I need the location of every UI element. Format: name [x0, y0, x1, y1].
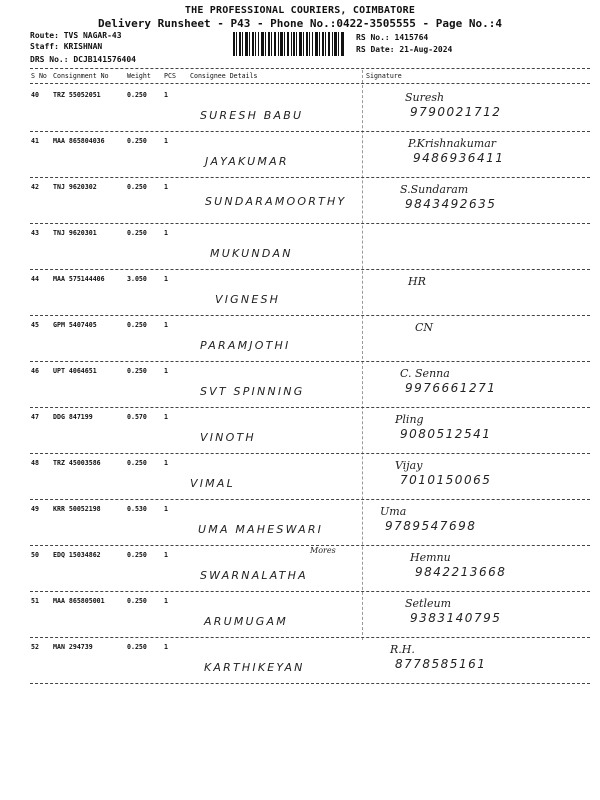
row-pcs: 1 [164, 643, 168, 651]
receiver-signature: Vijay [395, 459, 423, 472]
row-weight: 0.570 [127, 413, 147, 421]
row-pcs: 1 [164, 505, 168, 513]
row-consignment: EDQ 15034862 [53, 551, 101, 559]
row-sno: 50 [31, 551, 39, 559]
consignee-name: VINOTH [200, 431, 256, 444]
consignee-name: SWARNALATHA [200, 569, 308, 582]
table-row [0, 593, 600, 639]
col-weight: Weight [127, 72, 151, 80]
staff-label: Staff: KRISHNAN [30, 42, 103, 51]
row-sno: 45 [31, 321, 39, 329]
consignee-name: JAYAKUMAR [205, 155, 289, 168]
col-sno: S No [31, 72, 47, 80]
row-pcs: 1 [164, 413, 168, 421]
table-row [0, 179, 600, 225]
consignee-name: VIMAL [190, 477, 235, 490]
row-divider [30, 131, 590, 132]
row-consignment: MAA 575144406 [53, 275, 105, 283]
receiver-signature: S.Sundaram [400, 183, 469, 196]
route-label: Route: TVS NAGAR-43 [30, 31, 122, 40]
row-weight: 0.250 [127, 459, 147, 467]
col-consignment: Consignment No [53, 72, 109, 80]
row-divider [30, 407, 590, 408]
row-consignment: TRZ 55052051 [53, 91, 101, 99]
row-divider [30, 269, 590, 270]
table-row [0, 225, 600, 271]
row-divider [30, 683, 590, 684]
row-sno: 46 [31, 367, 39, 375]
table-row [0, 455, 600, 501]
row-consignment: TRZ 45003586 [53, 459, 101, 467]
row-pcs: 1 [164, 551, 168, 559]
consignee-name: UMA MAHESWARI [198, 523, 324, 536]
row-consignment: TNJ 9620301 [53, 229, 97, 237]
row-weight: 0.250 [127, 183, 147, 191]
drs-label: DRS No.: DCJB141576404 [30, 55, 136, 64]
row-weight: 0.250 [127, 91, 147, 99]
table-row [0, 501, 600, 547]
row-sno: 51 [31, 597, 39, 605]
table-row [0, 409, 600, 455]
col-signature: Signature [366, 72, 402, 80]
row-pcs: 1 [164, 367, 168, 375]
receiver-signature: R.H. [390, 643, 415, 656]
row-pcs: 1 [164, 597, 168, 605]
row-divider [30, 499, 590, 500]
row-weight: 0.250 [127, 229, 147, 237]
rs-number: RS No.: 1415764 [356, 33, 429, 42]
row-divider [30, 177, 590, 178]
row-weight: 0.530 [127, 505, 147, 513]
consignee-name: ARUMUGAM [204, 615, 288, 628]
receiver-phone: 9080512541 [400, 427, 492, 441]
runsheet-subtitle: Delivery Runsheet - P43 - Phone No.:0422-3505555 - Page No.:4 [98, 17, 502, 30]
row-weight: 0.250 [127, 321, 147, 329]
row-consignment: MAA 865805001 [53, 597, 105, 605]
row-divider [30, 361, 590, 362]
row-consignment: KRR 50052198 [53, 505, 101, 513]
row-pcs: 1 [164, 137, 168, 145]
row-pcs: 1 [164, 459, 168, 467]
receiver-phone: 9843492635 [405, 197, 497, 211]
row-pcs: 1 [164, 183, 168, 191]
row-sno: 47 [31, 413, 39, 421]
row-weight: 0.250 [127, 551, 147, 559]
table-row [0, 639, 600, 685]
table-row [0, 133, 600, 179]
row-sno: 48 [31, 459, 39, 467]
row-weight: 0.250 [127, 137, 147, 145]
receiver-signature: C. Senna [400, 367, 450, 380]
row-weight: 0.250 [127, 643, 147, 651]
row-sno: 40 [31, 91, 39, 99]
receiver-signature: Pling [395, 413, 424, 426]
receiver-signature: Suresh [405, 91, 445, 104]
row-pcs: 1 [164, 321, 168, 329]
row-consignment: MAN 294739 [53, 643, 93, 651]
receiver-phone: 9790021712 [410, 105, 502, 119]
receiver-signature: P.Krishnakumar [408, 137, 497, 150]
row-consignment: GPM 5407405 [53, 321, 97, 329]
row-divider [30, 453, 590, 454]
row-sno: 52 [31, 643, 39, 651]
receiver-phone: 8778585161 [395, 657, 487, 671]
receiver-phone: 9486936411 [413, 151, 505, 165]
row-weight: 3.050 [127, 275, 147, 283]
row-divider [30, 315, 590, 316]
row-divider [30, 223, 590, 224]
row-sno: 41 [31, 137, 39, 145]
receiver-signature: HR [408, 275, 426, 288]
row-divider [30, 591, 590, 592]
row-consignment: DDG 847199 [53, 413, 93, 421]
row-weight: 0.250 [127, 367, 147, 375]
receiver-phone: 9842213668 [415, 565, 507, 579]
receiver-phone: 9383140795 [410, 611, 502, 625]
table-row [0, 547, 600, 593]
receiver-signature: Uma [380, 505, 407, 518]
receiver-phone: 7010150065 [400, 473, 492, 487]
consignee-name: PARAMJOTHI [200, 339, 291, 352]
receiver-signature: CN [415, 321, 434, 334]
company-title: THE PROFESSIONAL COURIERS, COIMBATORE [184, 5, 416, 16]
row-divider [30, 637, 590, 638]
consignee-name: KARTHIKEYAN [204, 661, 305, 674]
header-rule-top [30, 68, 590, 69]
table-row [0, 87, 600, 133]
table-row [0, 363, 600, 409]
row-pcs: 1 [164, 91, 168, 99]
receiver-signature: Setleum [405, 597, 452, 610]
table-row [0, 271, 600, 317]
row-sno: 43 [31, 229, 39, 237]
row-consignment: UPT 4064651 [53, 367, 97, 375]
consignee-name: SVT SPINNING [200, 385, 305, 398]
header-rule-bottom [30, 83, 590, 84]
receiver-phone: 9976661271 [405, 381, 497, 395]
consignee-name: MUKUNDAN [210, 247, 293, 260]
consignee-name: SURESH BABU [200, 109, 304, 122]
table-row [0, 317, 600, 363]
row-sno: 42 [31, 183, 39, 191]
row-consignment: TNJ 9620302 [53, 183, 97, 191]
consignee-name: SUNDARAMOORTHY [205, 195, 347, 208]
row-pcs: 1 [164, 275, 168, 283]
rs-date: RS Date: 21-Aug-2024 [356, 45, 453, 54]
row-sno: 44 [31, 275, 39, 283]
receiver-phone: 9789547698 [385, 519, 477, 533]
receiver-signature: Hemnu [410, 551, 451, 564]
row-sno: 49 [31, 505, 39, 513]
col-consignee: Consignee Details [190, 72, 258, 80]
barcode [233, 32, 344, 56]
row-weight: 0.250 [127, 597, 147, 605]
row-consignment: MAA 865804036 [53, 137, 105, 145]
col-pcs: PCS [164, 72, 176, 80]
row-pcs: 1 [164, 229, 168, 237]
consignee-name: VIGNESH [215, 293, 281, 306]
row50-note: Mores [310, 546, 336, 555]
